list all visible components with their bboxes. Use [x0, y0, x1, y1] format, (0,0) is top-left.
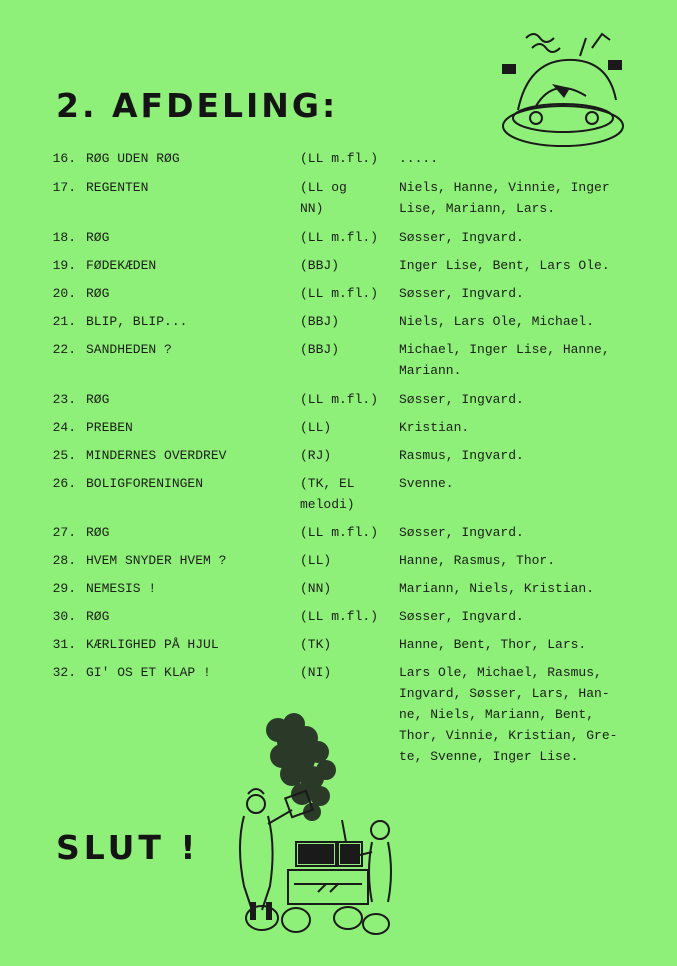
item-title: FØDEKÆDEN: [86, 258, 157, 273]
item-title: KÆRLIGHED PÅ HJUL: [86, 637, 219, 652]
item-number: 23.: [52, 392, 76, 407]
item-number: 24.: [52, 420, 76, 435]
item-cast: Niels, Lars Ole, Michael.: [399, 314, 595, 329]
item-author: (LL og NN): [300, 180, 347, 216]
item-title: GI' OS ET KLAP !: [86, 665, 211, 680]
item-cast: Søsser, Ingvard.: [399, 392, 524, 407]
item-author: (BBJ): [300, 314, 340, 329]
item-number: 17.: [52, 180, 76, 195]
item-cast: Søsser, Ingvard.: [399, 230, 524, 245]
item-author: (NI): [300, 665, 332, 680]
cooks-illustration: [230, 712, 410, 940]
item-number: 22.: [52, 342, 76, 357]
item-author: (LL m.fl.): [300, 230, 379, 245]
item-number: 26.: [52, 476, 76, 491]
item-author: (NN): [300, 581, 332, 596]
item-author: (BBJ): [300, 342, 340, 357]
item-title: RØG: [86, 392, 110, 407]
item-cast: Mariann, Niels, Kristian.: [399, 581, 595, 596]
item-cast: Niels, Hanne, Vinnie, Inger Lise, Mariann, Lars.: [399, 180, 610, 216]
item-cast: Michael, Inger Lise, Hanne, Mariann.: [399, 342, 610, 378]
item-author: (TK): [300, 637, 332, 652]
item-number: 27.: [52, 525, 76, 540]
item-cast: Hanne, Bent, Thor, Lars.: [399, 637, 587, 652]
item-number: 18.: [52, 230, 76, 245]
item-author: (LL m.fl.): [300, 525, 379, 540]
item-author: (LL): [300, 553, 332, 568]
item-title: RØG: [86, 609, 110, 624]
item-number: 29.: [52, 581, 76, 596]
item-cast: Svenne.: [399, 476, 454, 491]
item-title: RØG: [86, 286, 110, 301]
item-title: MINDERNES OVERDREV: [86, 448, 227, 463]
item-number: 30.: [52, 609, 76, 624]
item-author: (TK, EL melodi): [300, 476, 355, 512]
item-cast: Inger Lise, Bent, Lars Ole.: [399, 258, 610, 273]
item-cast: Lars Ole, Michael, Rasmus, Ingvard, Søsser, Lars, Han- ne, Niels, Mariann, Bent, Thor, Vinnie, Kristian, Gre- te, Svenne, Inger Lise.: [399, 665, 618, 764]
item-author: (LL m.fl.): [300, 609, 379, 624]
item-title: NEMESIS !: [86, 581, 157, 596]
item-author: (LL m.fl.): [300, 151, 379, 166]
item-author: (RJ): [300, 448, 332, 463]
item-title: BLIP, BLIP...: [86, 314, 188, 329]
item-number: 25.: [52, 448, 76, 463]
item-cast: Rasmus, Ingvard.: [399, 448, 524, 463]
item-cast: Hanne, Rasmus, Thor.: [399, 553, 556, 568]
item-cast: Søsser, Ingvard.: [399, 286, 524, 301]
item-number: 28.: [52, 553, 76, 568]
roast-bird-illustration: [496, 26, 630, 150]
item-author: (BBJ): [300, 258, 340, 273]
item-title: RØG: [86, 525, 110, 540]
item-title: HVEM SNYDER HVEM ?: [86, 553, 227, 568]
item-number: 20.: [52, 286, 76, 301]
item-author: (LL m.fl.): [300, 392, 379, 407]
item-author: (LL): [300, 420, 332, 435]
item-cast: Søsser, Ingvard.: [399, 609, 524, 624]
item-title: SANDHEDEN ?: [86, 342, 172, 357]
item-title: RØG: [86, 230, 110, 245]
item-title: RØG UDEN RØG: [86, 151, 180, 166]
item-title: REGENTEN: [86, 180, 149, 195]
item-number: 31.: [52, 637, 76, 652]
item-title: BOLIGFORENINGEN: [86, 476, 204, 491]
item-cast: Søsser, Ingvard.: [399, 525, 524, 540]
item-number: 32.: [52, 665, 76, 680]
item-cast: .....: [399, 151, 439, 166]
closing-text: SLUT !: [56, 828, 200, 867]
item-number: 16.: [52, 151, 76, 166]
item-cast: Kristian.: [399, 420, 470, 435]
item-number: 19.: [52, 258, 76, 273]
item-title: PREBEN: [86, 420, 133, 435]
section-heading: 2. AFDELING:: [56, 86, 339, 125]
item-author: (LL m.fl.): [300, 286, 379, 301]
item-number: 21.: [52, 314, 76, 329]
